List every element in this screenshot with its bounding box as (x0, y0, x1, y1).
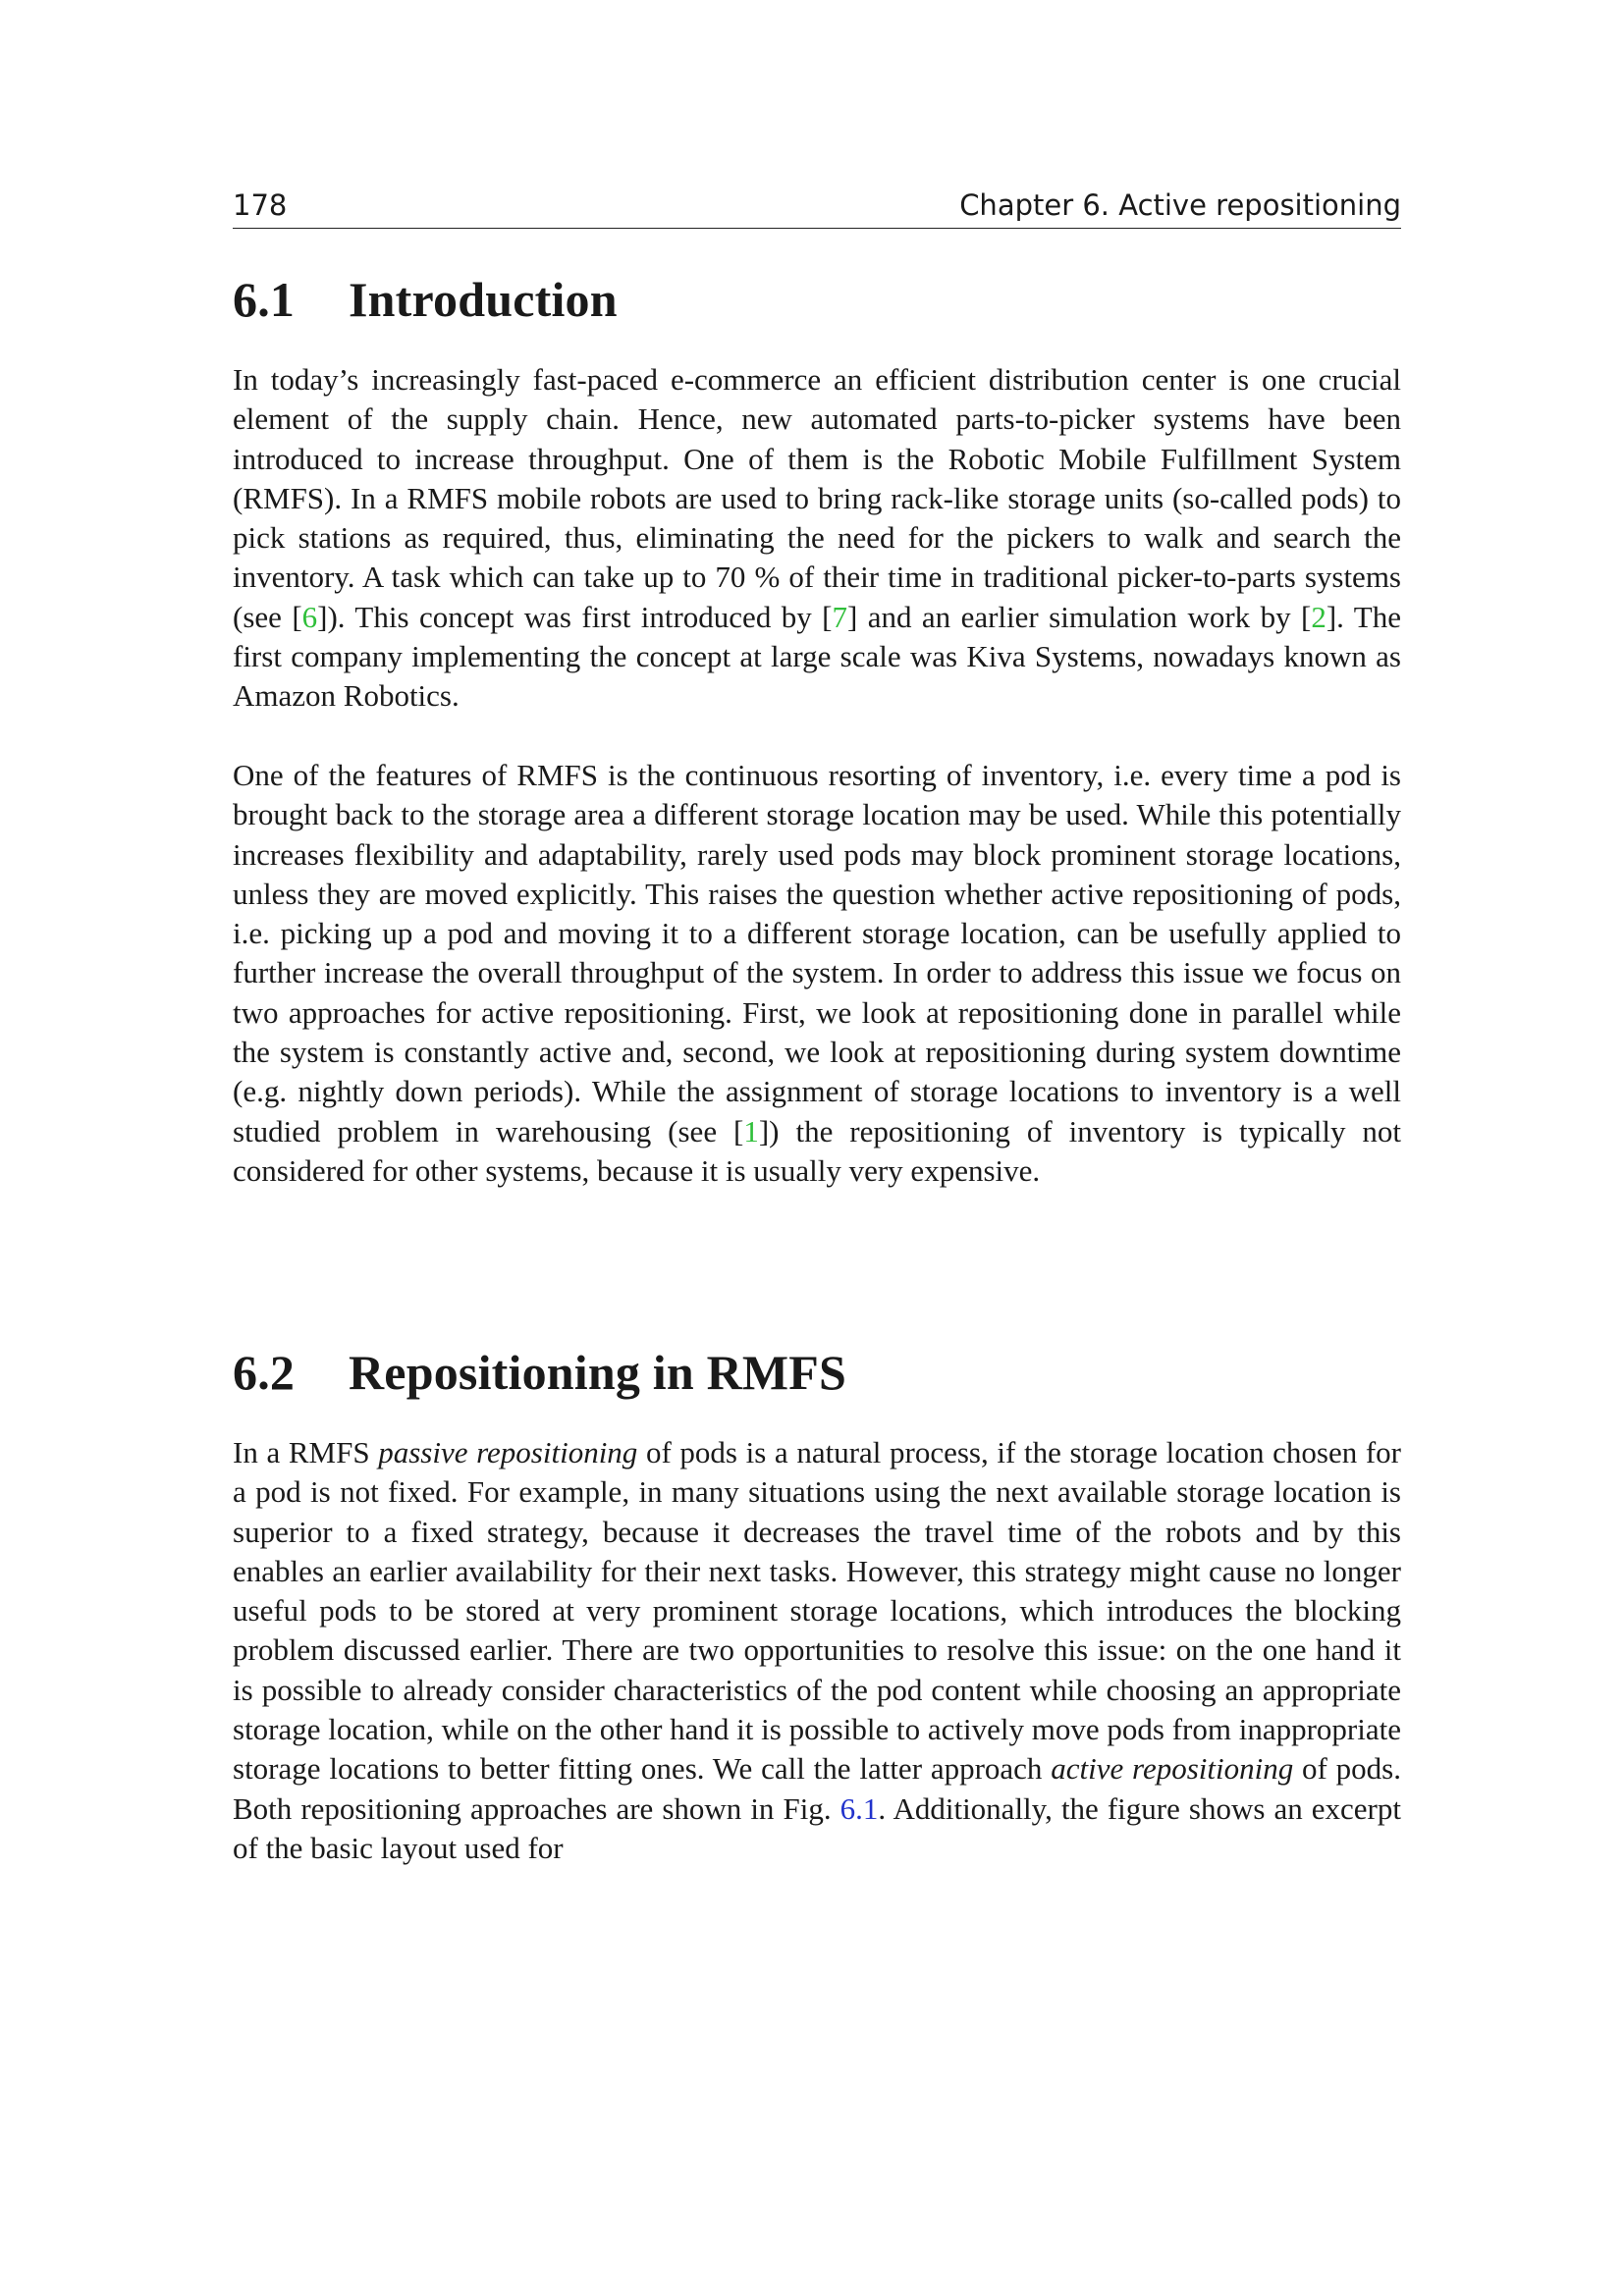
text-run: . Additionally, the figure shows an excerpt of the basic layout used for (233, 1790, 1401, 1865)
text-run: ]) the repositioning of inventory is typically not considered for other systems, because it is usually very expensive. (233, 1113, 1402, 1188)
text-run: ]). This concept was first introduced by [ (317, 599, 833, 634)
section-number: 6.1 (233, 272, 296, 327)
chapter-title: Chapter 6. Active repositioning (959, 188, 1401, 222)
text-run: of pods. Both repositioning approaches are shown in Fig. (233, 1751, 1401, 1826)
section-number: 6.2 (233, 1345, 296, 1400)
text-run: In a RMFS (233, 1435, 379, 1469)
text-run: In today’s increasingly fast-paced e-commerce an efficient distribution center is one crucial element of the supply chain. Hence, new automated parts-to-picker systems have been introduced to increase throughput. One of them is the Robotic Mobile Fulfillment System (RMFS). In a RMFS mobile robots are used to bring rack-like storage units (so-called pods) to pick stations as required, thus, eliminating the need for the pickers to walk and search the inventory. A task which can take up to 70 % of their time in traditional picker-to-parts systems (see [ (233, 362, 1401, 634)
text-run: ] and an earlier simulation work by [ (846, 599, 1312, 634)
section-heading-introduction (233, 270, 618, 329)
section-title: Repositioning in RMFS (349, 1345, 847, 1400)
text-run: of pods is a natural process, if the storage location chosen for a pod is not fixed. For example, in many situations using the next available storage location is superior to a fixed strategy, because it decreases the travel time of the robots and by this enables an earlier availability for their next tasks. However, this strategy might cause no longer useful pods to be stored at very prominent storage locations, which introduces the blocking problem discussed earlier. There are two opportunities to resolve this issue: on the one hand it is possible to already consider characteristics of the pod content while choosing an appropriate storage location, while on the other hand it is possible to actively move pods from inappropriate storage locations to better fitting ones. We call the latter approach (233, 1435, 1401, 1787)
citation-link[interactable]: 2 (1311, 599, 1326, 634)
emphasis-passive-repositioning: passive repositioning (378, 1435, 638, 1469)
citation-link[interactable]: 7 (832, 599, 847, 634)
emphasis-active-repositioning: active repositioning (1051, 1751, 1294, 1787)
section-heading-repositioning (233, 1343, 846, 1402)
section-title: Introduction (349, 272, 618, 327)
text-run: ]. The first company implementing the concept at large scale was Kiva Systems, nowadays known as Amazon Robotics. (233, 599, 1401, 714)
running-header (233, 187, 1401, 229)
page-number: 178 (233, 188, 288, 222)
text-run: One of the features of RMFS is the continuous resorting of inventory, i.e. every time a pod is brought back to the storage area a different storage location may be used. While this potentially increases flexibility and adaptability, rarely used pods may block prominent storage locations, unless they are moved explicitly. This raises the question whether active repositioning of pods, i.e. picking up a pod and moving it to a different storage location, can be usefully applied to further increase the overall throughput of the system. In order to address this issue we focus on two approaches for active repositioning. First, we look at repositioning done in parallel while the system is constantly active and, second, we look at repositioning during system downtime (e.g. nightly down periods). While the assignment of storage locations to inventory is a well studied problem in warehousing (see [ (233, 758, 1401, 1148)
citation-link[interactable]: 1 (743, 1113, 759, 1148)
intro-paragraph-2 (233, 756, 1401, 1191)
intro-paragraph-1 (233, 360, 1401, 717)
citation-link[interactable]: 6 (301, 599, 318, 634)
repositioning-paragraph-1 (233, 1433, 1401, 1868)
figure-reference-link[interactable]: 6.1 (839, 1790, 879, 1826)
